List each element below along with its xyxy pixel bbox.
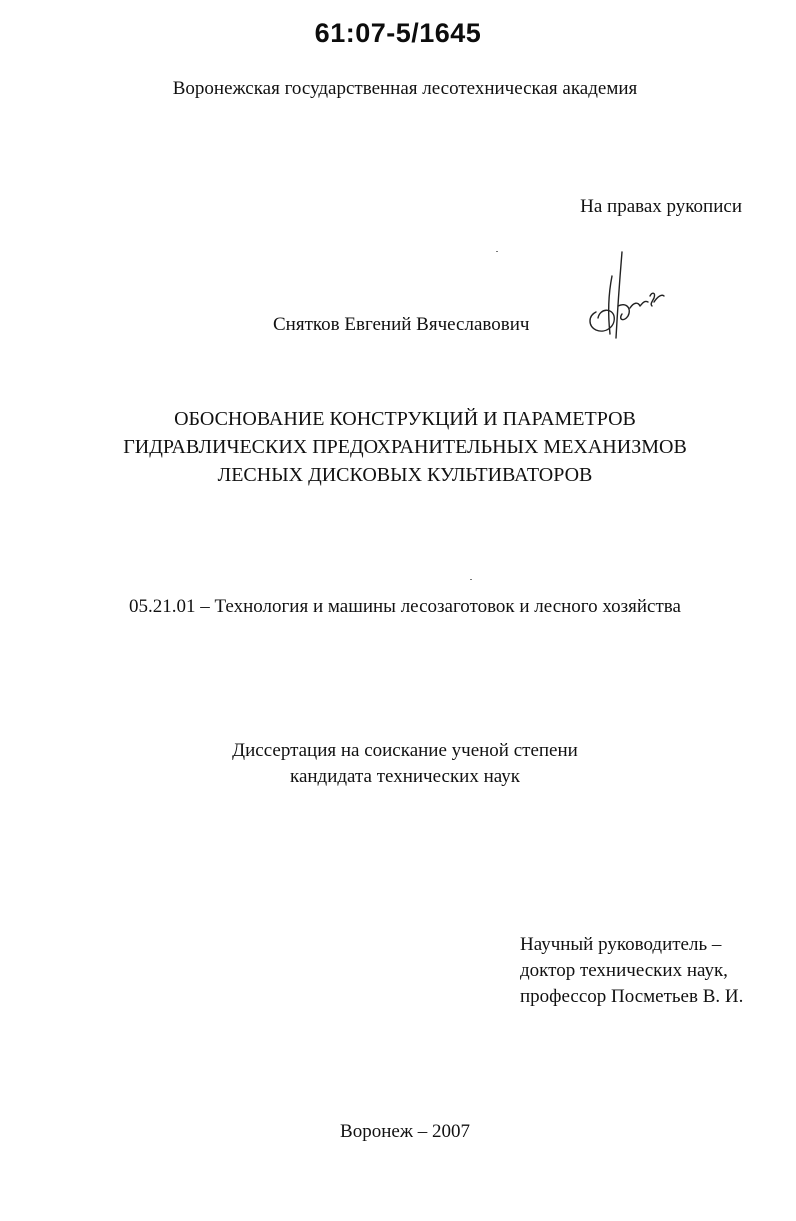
dissertation-title (0, 405, 796, 489)
supervisor-line-1: Научный руководитель – (520, 934, 722, 955)
place-and-year: Воронеж – 2007 (340, 1121, 470, 1142)
specialty-code: 05.21.01 – Технология и машины лесозаготовок и лесного хозяйства (129, 596, 681, 617)
title-line-1: ОБОСНОВАНИЕ КОНСТРУКЦИЙ И ПАРАМЕТРОВ (174, 408, 636, 430)
catalog-code: 61:07-5/1645 (314, 18, 482, 48)
organization-name: Воронежская государственная лесотехническая академия (172, 78, 638, 99)
supervisor-line-2: доктор технических наук, (520, 960, 728, 981)
scan-speck (496, 251, 498, 252)
handwritten-signature (578, 246, 668, 346)
supervisor-block (520, 932, 743, 1010)
rights-note: На правах рукописи (580, 196, 742, 217)
title-line-3: ЛЕСНЫХ ДИСКОВЫХ КУЛЬТИВАТОРОВ (217, 464, 593, 486)
degree-line-2: кандидата технических наук (290, 766, 520, 787)
scan-speck (470, 579, 472, 580)
degree-statement (0, 738, 796, 790)
supervisor-line-3: профессор Посметьев В. И. (520, 986, 744, 1007)
author-name: Снятков Евгений Вячеславович (273, 314, 530, 335)
title-line-2: ГИДРАВЛИЧЕСКИХ ПРЕДОХРАНИТЕЛЬНЫХ МЕХАНИЗМОВ (123, 436, 687, 458)
degree-line-1: Диссертация на соискание ученой степени (232, 740, 578, 761)
